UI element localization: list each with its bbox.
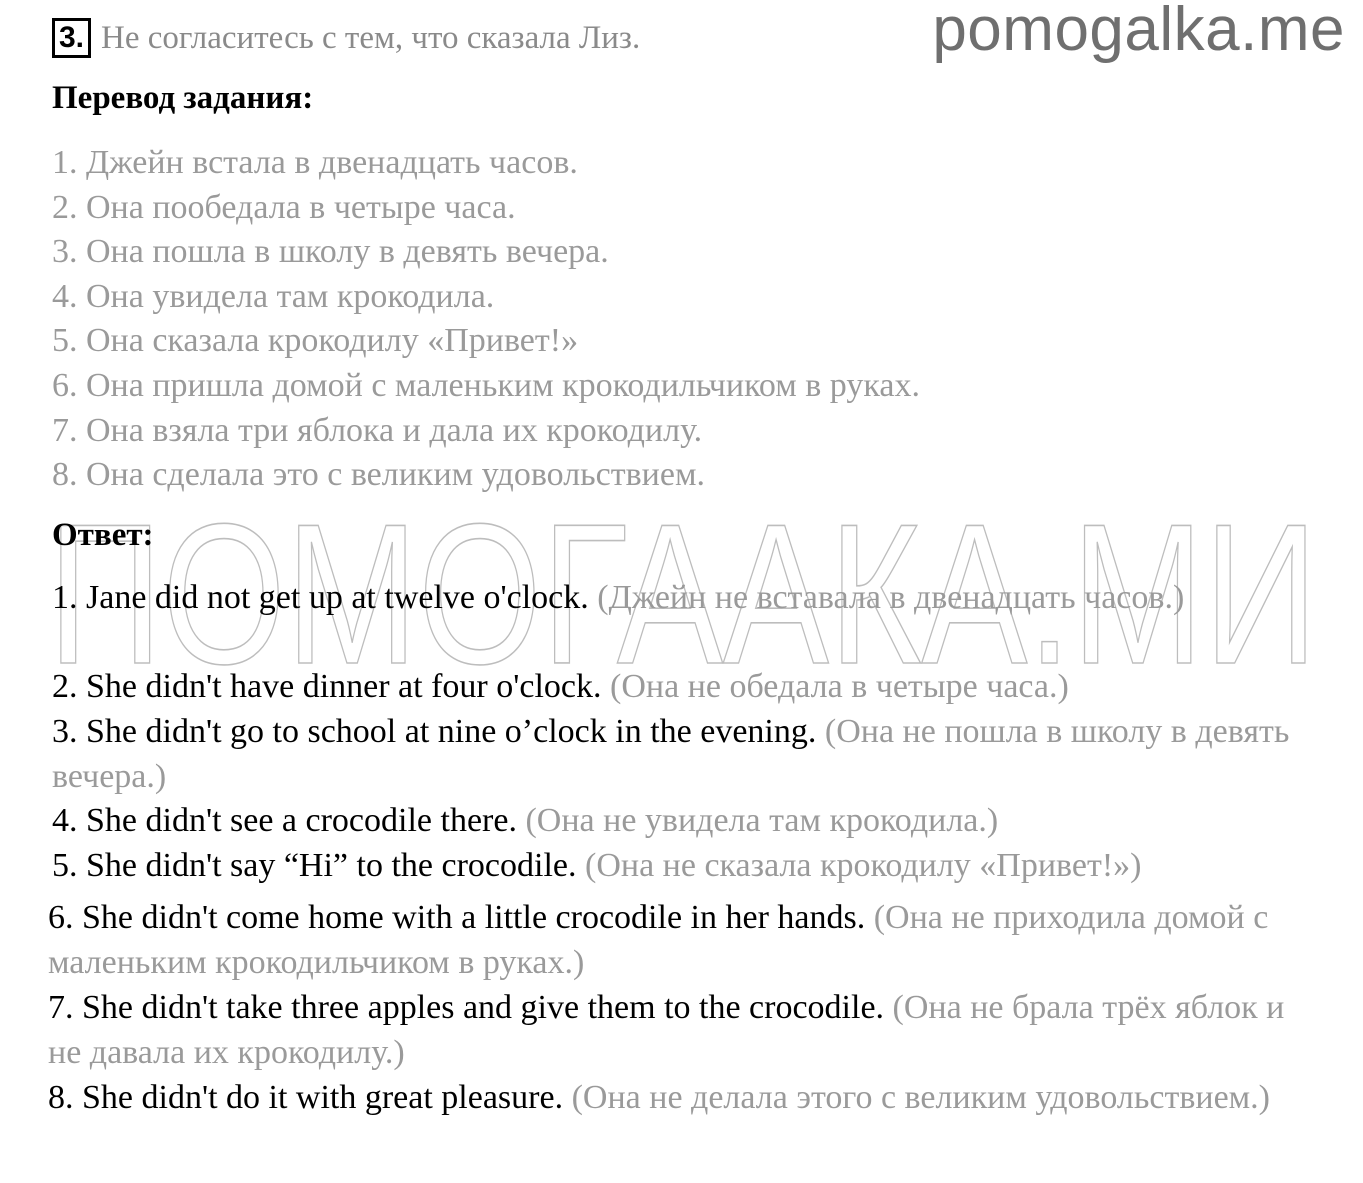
answer-russian: (Она не пошла в школу в девять вечера.) [52, 713, 1290, 795]
translation-list [52, 141, 920, 498]
task-instruction: Не согласитесь с тем, что сказала Лиз. [101, 19, 641, 56]
translation-item: 4. Она увидела там крокодила. [52, 277, 495, 315]
translation-heading: Перевод задания: [52, 80, 314, 116]
answer-english: 7. She didn't take three apples and give them to the crocodile. [48, 989, 885, 1026]
translation-item: 7. Она взяла три яблока и дала их крокодилу. [52, 411, 703, 449]
answer-russian: (Джейн не вставала в двенадцать часов.) [597, 579, 1185, 616]
answer-russian: (Она не обедала в четыре часа.) [610, 668, 1069, 705]
answer-item [48, 1076, 1310, 1121]
answer-russian: (Она не приходила домой с маленьким крокодильчиком в руках.) [48, 899, 1269, 981]
answer-russian: (Она не сказала крокодилу «Привет!») [585, 847, 1142, 884]
answer-russian: (Она не делала этого с великим удовольствием.) [571, 1079, 1271, 1116]
translation-item: 5. Она сказала крокодилу «Привет!» [52, 322, 579, 360]
task-number: 3. [52, 18, 91, 58]
answer-heading: Ответ: [52, 517, 154, 553]
answer-item [48, 896, 1310, 985]
task-header [52, 18, 640, 58]
answer-english: 4. She didn't see a crocodile there. [52, 802, 517, 839]
answer-item [52, 844, 1314, 889]
answer-english: 2. She didn't have dinner at four o'clock. [52, 668, 602, 705]
answer-english: 5. She didn't say “Hi” to the crocodile. [52, 847, 577, 884]
answer-russian: (Она не увидела там крокодила.) [525, 802, 999, 839]
answer-item [52, 799, 1314, 844]
translation-item: 3. Она пошла в школу в девять вечера. [52, 233, 609, 271]
answer-item [52, 576, 1314, 621]
answer-english: 3. She didn't go to school at nine o’clock in the evening. [52, 713, 817, 750]
site-watermark: pomogalka.me [932, 0, 1345, 64]
answer-item [52, 710, 1314, 799]
translation-item: 8. Она сделала это с великим удовольствием. [52, 456, 705, 494]
answer-english: 8. She didn't do it with great pleasure. [48, 1079, 564, 1116]
translation-item: 1. Джейн встала в двенадцать часов. [52, 144, 578, 181]
answer-english: 6. She didn't come home with a little crocodile in her hands. [48, 899, 866, 936]
translation-item: 2. Она пообедала в четыре часа. [52, 188, 516, 226]
answer-english: 1. Jane did not get up at twelve o'clock. [52, 579, 589, 616]
answer-item [52, 665, 1314, 710]
translation-item: 6. Она пришла домой с маленьким крокодильчиком в руках. [52, 366, 920, 404]
answer-item [48, 986, 1310, 1075]
outlined-watermark-text: ПОМОГААКА.МИ [48, 488, 1318, 688]
answer-russian: (Она не брала трёх яблок и не давала их крокодилу.) [48, 989, 1285, 1071]
